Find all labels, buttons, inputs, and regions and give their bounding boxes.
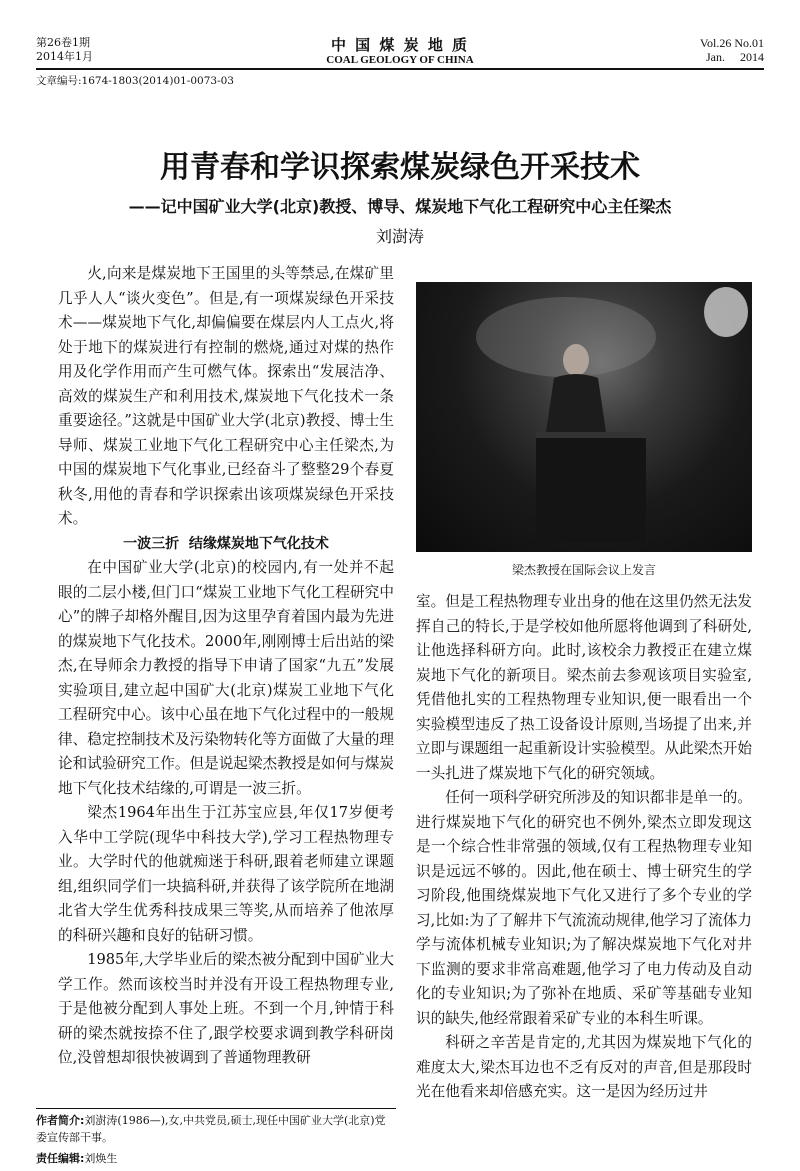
article-title: 用青春和学识探索煤炭绿色开采技术 [160, 150, 640, 185]
journal-title-cn: 中 国 煤 炭 地 质 [330, 36, 470, 54]
journal-title-en: COAL GEOLOGY OF CHINA [326, 54, 474, 66]
speaker-photo [416, 282, 752, 552]
left-column [58, 262, 394, 1071]
photo-caption: 梁杰教授在国际会议上发言 [511, 563, 656, 577]
paragraph: 在中国矿业大学(北京)的校园内,有一处并不起眼的二层小楼,但门口“煤炭工业地下气化工程研究中心”的牌子却格外醒目,因为这里孕育着国内最为先进的煤炭地下气化技术。2000年,刚刚博士后出站的梁杰,在导师余力教授的指导下申请了国家“九五”发展实验项目,建立起中国矿大(北京)煤炭工业地下气化工程研究中心。该中心虽在地下气化过程中的一般规律、稳定控制技术及污染物转化等方面做了大量的理论和试验研究工作。但是说起梁杰教授是如何与煤炭地下气化技术结缘的,可谓是一波三折。 [58, 559, 394, 797]
paragraph: 梁杰1964年出生于江苏宝应县,年仅17岁便考入华中工学院(现华中科技大学),学习工程热物理专业。大学时代的他就痴迷于科研,跟着老师建立课题组,组织同学们一块搞科研,并获得了该学院所在地湖北省大学生优秀科技成果三等奖,从而培养了他浓厚的科研兴趣和良好的钻研习惯。 [58, 804, 394, 944]
paragraph: 火,向来是煤炭地下王国里的头等禁忌,在煤矿里几乎人人“谈火变色”。但是,有一项煤炭绿色开采技术——煤炭地下气化,却偏偏要在煤层内人工点火,将处于地下的煤炭进行有控制的燃烧,通过对煤的热作用及化学作用而产生可燃气体。探索出“发展洁净、高效的煤炭生产和利用技术,煤炭地下气化技术一条重要途径。”这就是中国矿业大学(北京)教授、博士生导师、煤炭工业地下气化工程研究中心主任梁杰,为中国的煤炭地下气化事业,已经奋斗了整整29个春夏秋冬,用他的青春和学识探索出该项煤炭绿色开采技术。 [58, 265, 394, 527]
article-author: 刘澍涛 [375, 227, 424, 246]
paragraph: 1985年,大学毕业后的梁杰被分配到中国矿业大学工作。然而该校当时并没有开设工程热物理专业,于是他被分配到人事处上班。不到一个月,钟情于科研的梁杰就按捺不住了,跟学校要求调到教学科研岗位,没曾想却很快被调到了普通物理教研 [58, 951, 394, 1066]
section-heading: 一波三折 结缘煤炭地下气化技术 [123, 535, 329, 552]
article-number: 文章编号:1674-1803(2014)01-0073-03 [36, 75, 234, 87]
author-bio [36, 1112, 396, 1146]
author-bio-text: 刘澍涛(1986—),女,中共党员,硕士,现任中国矿业大学(北京)党委宣传部干事。 [36, 1114, 386, 1144]
author-bio-label: 作者简介: [36, 1114, 85, 1127]
editor-line [36, 1150, 396, 1167]
date-en: Jan. 2014 [706, 50, 764, 64]
volume-issue-cn: 第26卷1期 [36, 36, 90, 49]
editor-label: 责任编辑: [36, 1152, 85, 1165]
editor-name: 刘焕生 [84, 1152, 118, 1165]
article-subtitle: ——记中国矿业大学(北京)教授、博导、煤炭地下气化工程研究中心主任梁杰 [128, 197, 672, 216]
paragraph: 科研之辛苦是肯定的,尤其因为煤炭地下气化的难度太大,梁杰耳边也不乏有反对的声音,但是那段时光在他看来却倍感充实。这一是因为经历过井 [416, 1034, 752, 1100]
date-cn: 2014年1月 [36, 50, 93, 63]
paragraph: 任何一项科学研究所涉及的知识都非是单一的。进行煤炭地下气化的研究也不例外,梁杰立即发现这是一个综合性非常强的领域,仅有工程热物理专业知识是远远不够的。因此,他在硕士、博士研究生的学习阶段,他围绕煤炭地下气化又进行了多个专业的学习,比如:为了了解井下气流流动规律,他学习了流体力学与流体机械专业知识;为了解决煤炭地下气化对井下监测的要求非常高难题,他学习了电力传动及自动化的专业知识;为了弥补在地质、采矿等基础专业知识的缺失,他经常跟着采矿专业的本科生听课。 [416, 789, 752, 1027]
right-column [416, 590, 752, 1105]
speaker-photo-illustration [416, 282, 752, 552]
footnote-rule [36, 1108, 396, 1109]
paragraph: 室。但是工程热物理专业出身的他在这里仍然无法发挥自己的特长,于是学校如他所愿将他调到了科研处,让他选择科研方向。此时,该校余力教授正在建立煤炭地下气化的新项目。梁杰前去参观该项目实验室,凭借他扎实的工程热物理专业知识,便一眼看出一个实验模型违反了热工设备设计原则,当场提了出来,并立即与课题组一起重新设计实验模型。从此梁杰开始一头扎进了煤炭地下气化的研究领域。 [416, 593, 752, 782]
volume-issue-en: Vol.26 No.01 [699, 36, 764, 50]
header-rule [36, 68, 764, 70]
